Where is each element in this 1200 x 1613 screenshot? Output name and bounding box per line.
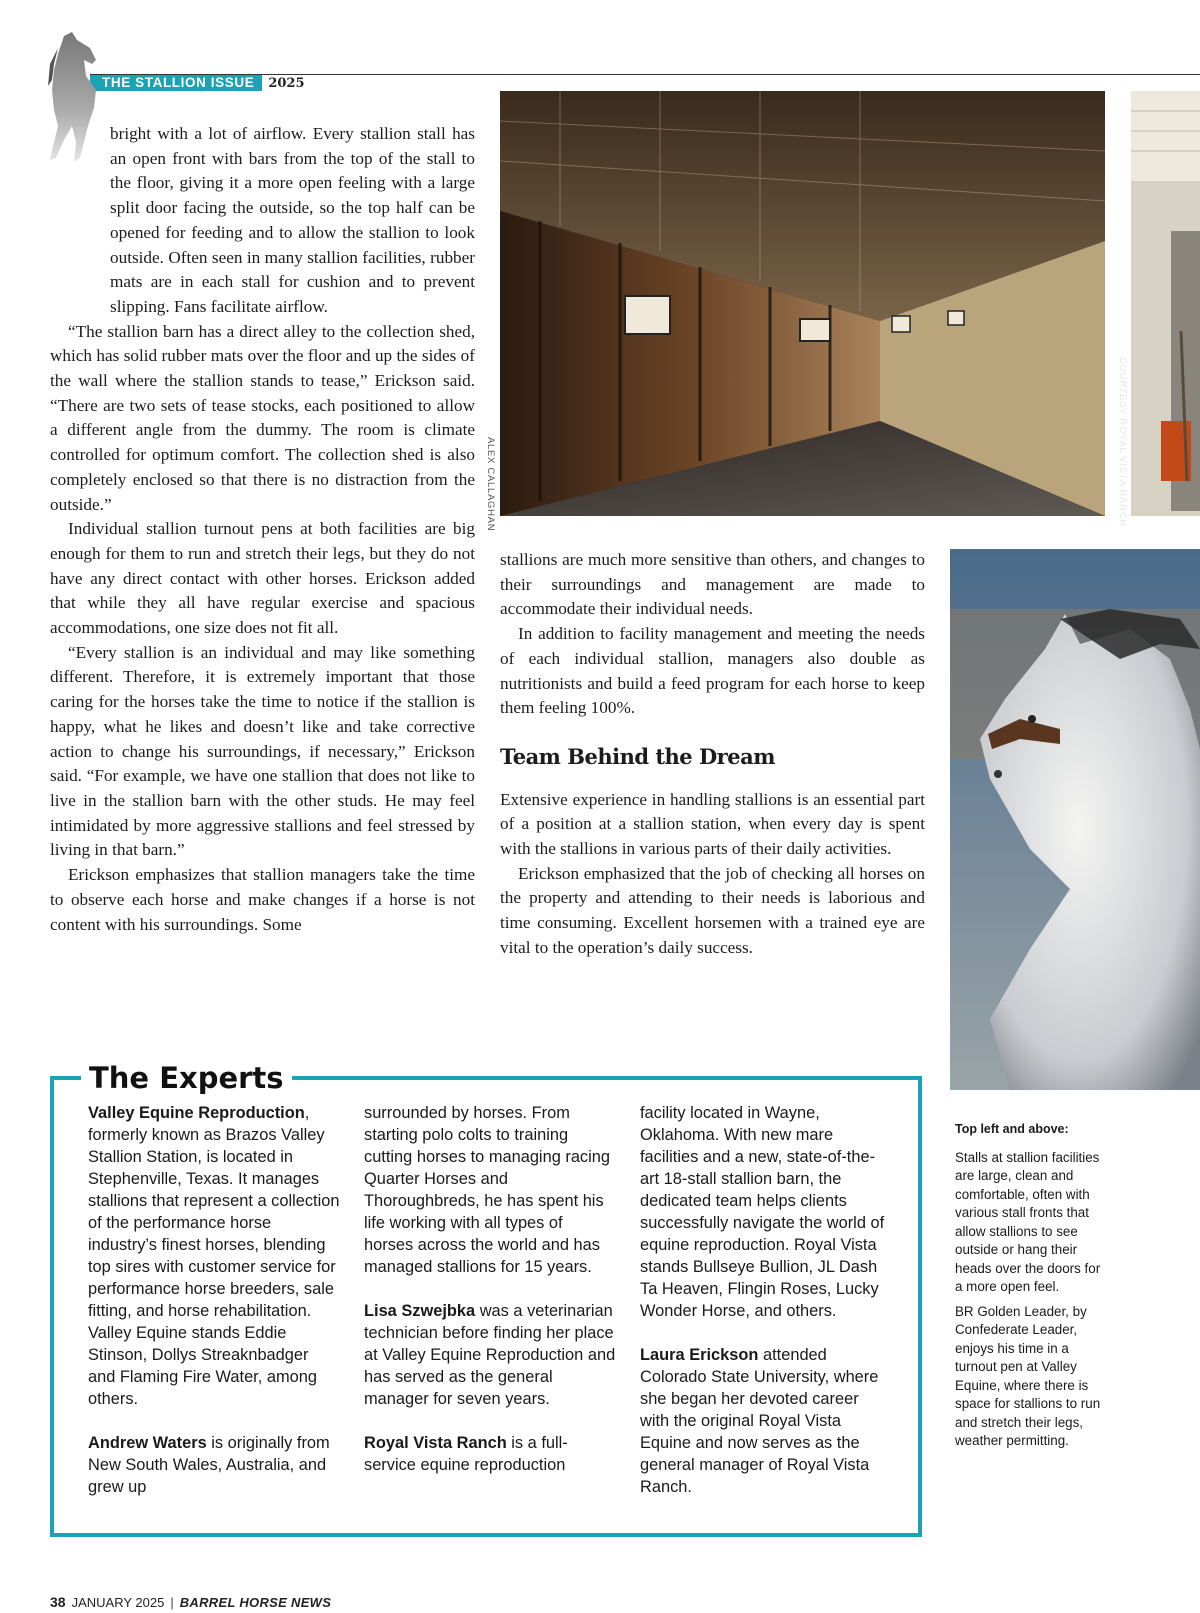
expert-name: Royal Vista Ranch <box>364 1434 507 1452</box>
tack-room-photo <box>1131 91 1200 516</box>
article-column-1 <box>50 122 475 937</box>
article-paragraph: Extensive experience in handling stallions is an essential part of a position at a stallion station, when every day is spent with the stallions in various parts of their daily activities. <box>500 789 925 859</box>
experts-column-1 <box>88 1102 340 1520</box>
expert-entry <box>88 1102 340 1410</box>
expert-name: Laura Erickson <box>640 1346 759 1364</box>
issue-label: THE STALLION ISSUE <box>90 75 262 91</box>
white-stallion-photo <box>950 549 1200 1090</box>
article-paragraph: stallions are much more sensitive than others, and changes to their surroundings and management are made to accommodate their individual needs. <box>500 550 925 619</box>
expert-entry <box>640 1344 892 1498</box>
expert-entry <box>88 1432 340 1498</box>
expert-text: is a full-service equine reproduction <box>364 1434 568 1474</box>
expert-entry <box>364 1102 616 1278</box>
expert-entry <box>364 1432 616 1476</box>
article-paragraph: In addition to facility management and meeting the needs of each individual stallion, managers also double as nutritionists and build a feed program for each horse to keep them feeling 100%. <box>500 624 925 718</box>
issue-year: 2025 <box>268 75 305 91</box>
page-footer <box>50 1594 331 1610</box>
expert-text: was a veterinarian technician before finding her place at Valley Equine Reproduction and has served as the general manager for seven years. <box>364 1302 616 1408</box>
article-paragraph: Individual stallion turnout pens at both facilities are big enough for them to run and stretch their legs, but they do not have any direct contact with other horses. Erickson added that while they all have regular exercise and spacious accommodations, one size does not fit all. <box>50 519 475 638</box>
experts-column-2 <box>364 1102 616 1498</box>
photo-credit: COURTESY ROYAL VISTA RANCH <box>1117 357 1128 527</box>
caption-heading: Top left and above: <box>955 1122 1069 1136</box>
article-column-2 <box>500 548 925 961</box>
article-paragraph: bright with a lot of airflow. Every stallion stall has an open front with bars from the top of the stall to the floor, giving it a more open feeling with a large split door facing the outside, so the top half can be opened for feeding and to allow the stallion to look outside. Often seen in many stallion facilities, rubber mats are in each stall for cushion and to prevent slipping. Fans facilitate airflow. <box>110 124 475 316</box>
page-number: 38 <box>50 1594 66 1610</box>
article-paragraph: Erickson emphasizes that stallion managers take the time to observe each horse and make changes if a horse is not content with his surroundings. Some <box>50 865 475 934</box>
issue-bar <box>90 75 305 91</box>
issue-date: JANUARY 2025 <box>71 1594 165 1610</box>
article-paragraph: “Every stallion is an individual and may like something different. Therefore, it is extremely important that those caring for the horses take the time to notice if the stallion is happy, what he likes and doesn’t like and take corrective action to change his surroundings, if necessary,” Erickson said. “For example, we have one stallion that does not like to live in the stallion barn with the other studs. He may feel intimidated by more aggressive stallions and feel stressed by living in that barn.” <box>50 642 475 860</box>
experts-title: The Experts <box>81 1058 292 1098</box>
caption-text: BR Golden Leader, by Confederate Leader, enjoys his time in a turnout pen at Valley Equine, where there is space for stallions to run and stretch their legs, weather permitting. <box>955 1303 1101 1448</box>
photo-caption <box>955 1120 1105 1457</box>
experts-column-3 <box>640 1102 892 1520</box>
expert-text: facility located in Wayne, Oklahoma. With new mare facilities and a new, state-of-the-art 18-stall stallion barn, the dedicated team helps clients successfully navigate the world of equine reproduction. Royal Vista stands Bullseye Bullion, JL Dash Ta Heaven, Flingin Roses, Lucky Wonder Horse, and others. <box>640 1104 885 1320</box>
expert-text: is originally from New South Wales, Australia, and grew up <box>88 1434 330 1496</box>
expert-name: Lisa Szwejbka <box>364 1302 476 1320</box>
article-paragraph: Erickson emphasized that the job of checking all horses on the property and attending to their needs is laborious and time consuming. Excellent horsemen with a trained eye are vital to the operation’s daily success. <box>500 863 925 957</box>
section-subhead: Team Behind the Dream <box>500 743 775 769</box>
photo-credit: ALEX CALLAGHAN <box>485 437 496 532</box>
expert-entry <box>364 1300 616 1410</box>
expert-name: Andrew Waters <box>88 1434 207 1452</box>
article-paragraph: “The stallion barn has a direct alley to the collection shed, which has solid rubber mats over the floor and up the sides of the wall where the stallion stands to tease,” Erickson said. “There are two sets of tease stocks, each positioned to allow a different angle from the dummy. The room is climate controlled for optimum comfort. The collection shed is also completely enclosed so that there is no distraction from the outside.” <box>50 321 475 514</box>
expert-text: surrounded by horses. From starting polo colts to training cutting horses to managing racing Quarter Horses and Thoroughbreds, he has spent his life working with all types of horses across the world and has managed stallions for 15 years. <box>364 1104 611 1276</box>
expert-text: attended Colorado State University, where she began her devoted career with the original Royal Vista Equine and now serves as the general manager of Royal Vista Ranch. <box>640 1346 879 1496</box>
expert-entry <box>640 1102 892 1322</box>
stall-barn-photo <box>500 91 1105 516</box>
footer-separator: | <box>170 1594 174 1610</box>
expert-name: Valley Equine Reproduction <box>88 1104 305 1122</box>
publication-name: BARREL HORSE NEWS <box>179 1594 332 1610</box>
caption-text: Stalls at stallion facilities are large, clean and comfortable, often with various stall fronts that allow stallions to see outside or hang their heads over the doors for a more open feel. <box>955 1149 1101 1294</box>
expert-text: , formerly known as Brazos Valley Stallion Station, is located in Stephenville, Texas. It manages stallions that represent a collection of the performance horse industry’s finest horses, blending top sires with customer service for performance horse breeders, sale fitting, and horse rehabilitation. Valley Equine stands Eddie Stinson, Dollys Streaknbadger and Flaming Fire Water, among others. <box>88 1104 340 1408</box>
